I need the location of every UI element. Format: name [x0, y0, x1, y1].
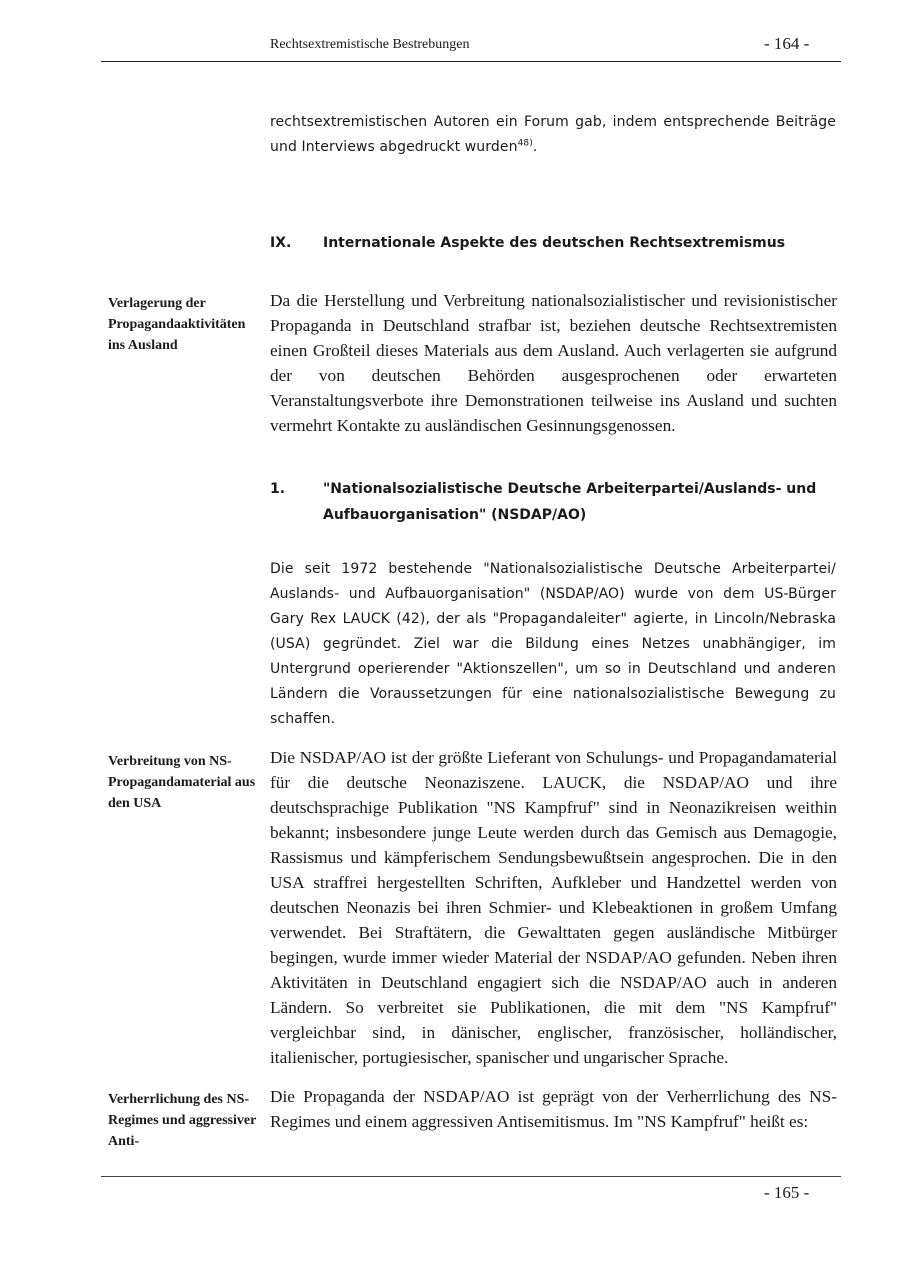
margin-note-verherrlichung: Verherrlichung des NS-Regimes und aggressiver Anti- — [108, 1092, 257, 1149]
footer-divider — [101, 1176, 841, 1177]
intro-end: . — [532, 139, 538, 155]
section-number: IX. — [270, 235, 292, 251]
intro-paragraph — [270, 110, 836, 160]
subsection-number: 1. — [270, 481, 286, 497]
paragraph-lieferant: Die NSDAP/AO ist der größte Lieferant von Schulungs- und Propagandamaterial für die deutsche Neonaziszene. LAUCK, die NSDAP/AO und ihre deutschsprachige Publikation "NS Kampfruf" sind in Neonazikreisen weithin bekannt; insbesondere junge Leute werden durch das Gemisch aus Demagogie, Rassismus und kämpferischem Sendungsbewußtsein angesprochen. Die in den USA straffrei hergestellten Schriften, Aufkleber und Handzettel werden von deutschen Neonazis bei ihren Schmier- und Klebeaktionen in großem Umfang verwendet. Bei Straftätern, die Gewalttaten gegen ausländische Mitbürger begingen, wurde immer wieder Material der NSDAP/AO gefunden. Neben ihren Aktivitäten in Deutschland engagiert sich die NSDAP/AO auch in anderen Ländern. So verbreitet sie Publikationen, die mit dem "NS Kampfruf" vergleichbar sind, in dänischer, englischer, französischer, holländischer, italienischer, portugiesischer, spanischer und ungarischer Sprache. — [270, 748, 837, 1067]
subsection-heading-nsdap — [270, 476, 830, 528]
running-header-title: Rechtsextremistische Bestrebungen — [270, 37, 470, 52]
margin-note-ausland: Verlagerung der Propagandaaktivitäten ins Ausland — [108, 296, 246, 353]
paragraph-nsdap-intro: Die seit 1972 bestehende "Nationalsozialistische Deutsche Arbeiterpartei/ Auslands- und Aufbauorganisation" (NSDAP/AO) wurde von dem US-Bürger Gary Rex LAUCK (42), der als "Propagandaleiter" agierte, in Lincoln/Nebraska (USA) gegründet. Ziel war die Bildung eines Netzes unabhängiger, im Untergrund operierender "Aktionszellen", um so in Deutschland und anderen Ländern die Voraussetzungen für eine nationalsozialistische Bewegung zu schaffen. — [270, 561, 836, 727]
section-title: Internationale Aspekte des deutschen Rechtsextremismus — [323, 235, 786, 251]
intro-text: rechtsextremistischen Autoren ein Forum gab, indem entsprechende Beiträge und Interviews abgedruckt wurden — [270, 114, 836, 155]
paragraph-ausland: Da die Herstellung und Verbreitung nationalsozialistischer und revisionistischer Propaganda in Deutschland strafbar ist, beziehen deutsche Rechtsextremisten einen Großteil dieses Materials aus dem Ausland. Auch verlagerten sie aufgrund der von deutschen Behörden ausgesprochenen oder erwarteten Veranstaltungsverbote ihre Demonstrationen teilweise ins Ausland und suchten vermehrt Kontakte zu ausländischen Gesinnungsgenossen. — [270, 291, 837, 435]
subsection-title: "Nationalsozialistische Deutsche Arbeiterpartei/Auslands- und Aufbauorganisation" (NSDAP/AO) — [323, 481, 817, 523]
margin-note-usa: Verbreitung von NS-Propagandamaterial aus den USA — [108, 754, 256, 811]
header-divider — [101, 61, 841, 62]
page-number-bottom: - 165 - — [764, 1183, 810, 1202]
paragraph-verherrlichung: Die Propaganda der NSDAP/AO ist geprägt von der Verherrlichung des NS-Regimes und einem aggressiven Antisemitismus. Im "NS Kampfruf" heißt es: — [270, 1087, 837, 1131]
footnote-ref: 48) — [517, 138, 533, 149]
section-heading-ix — [270, 235, 785, 251]
page-number-top: - 164 - — [764, 34, 810, 53]
